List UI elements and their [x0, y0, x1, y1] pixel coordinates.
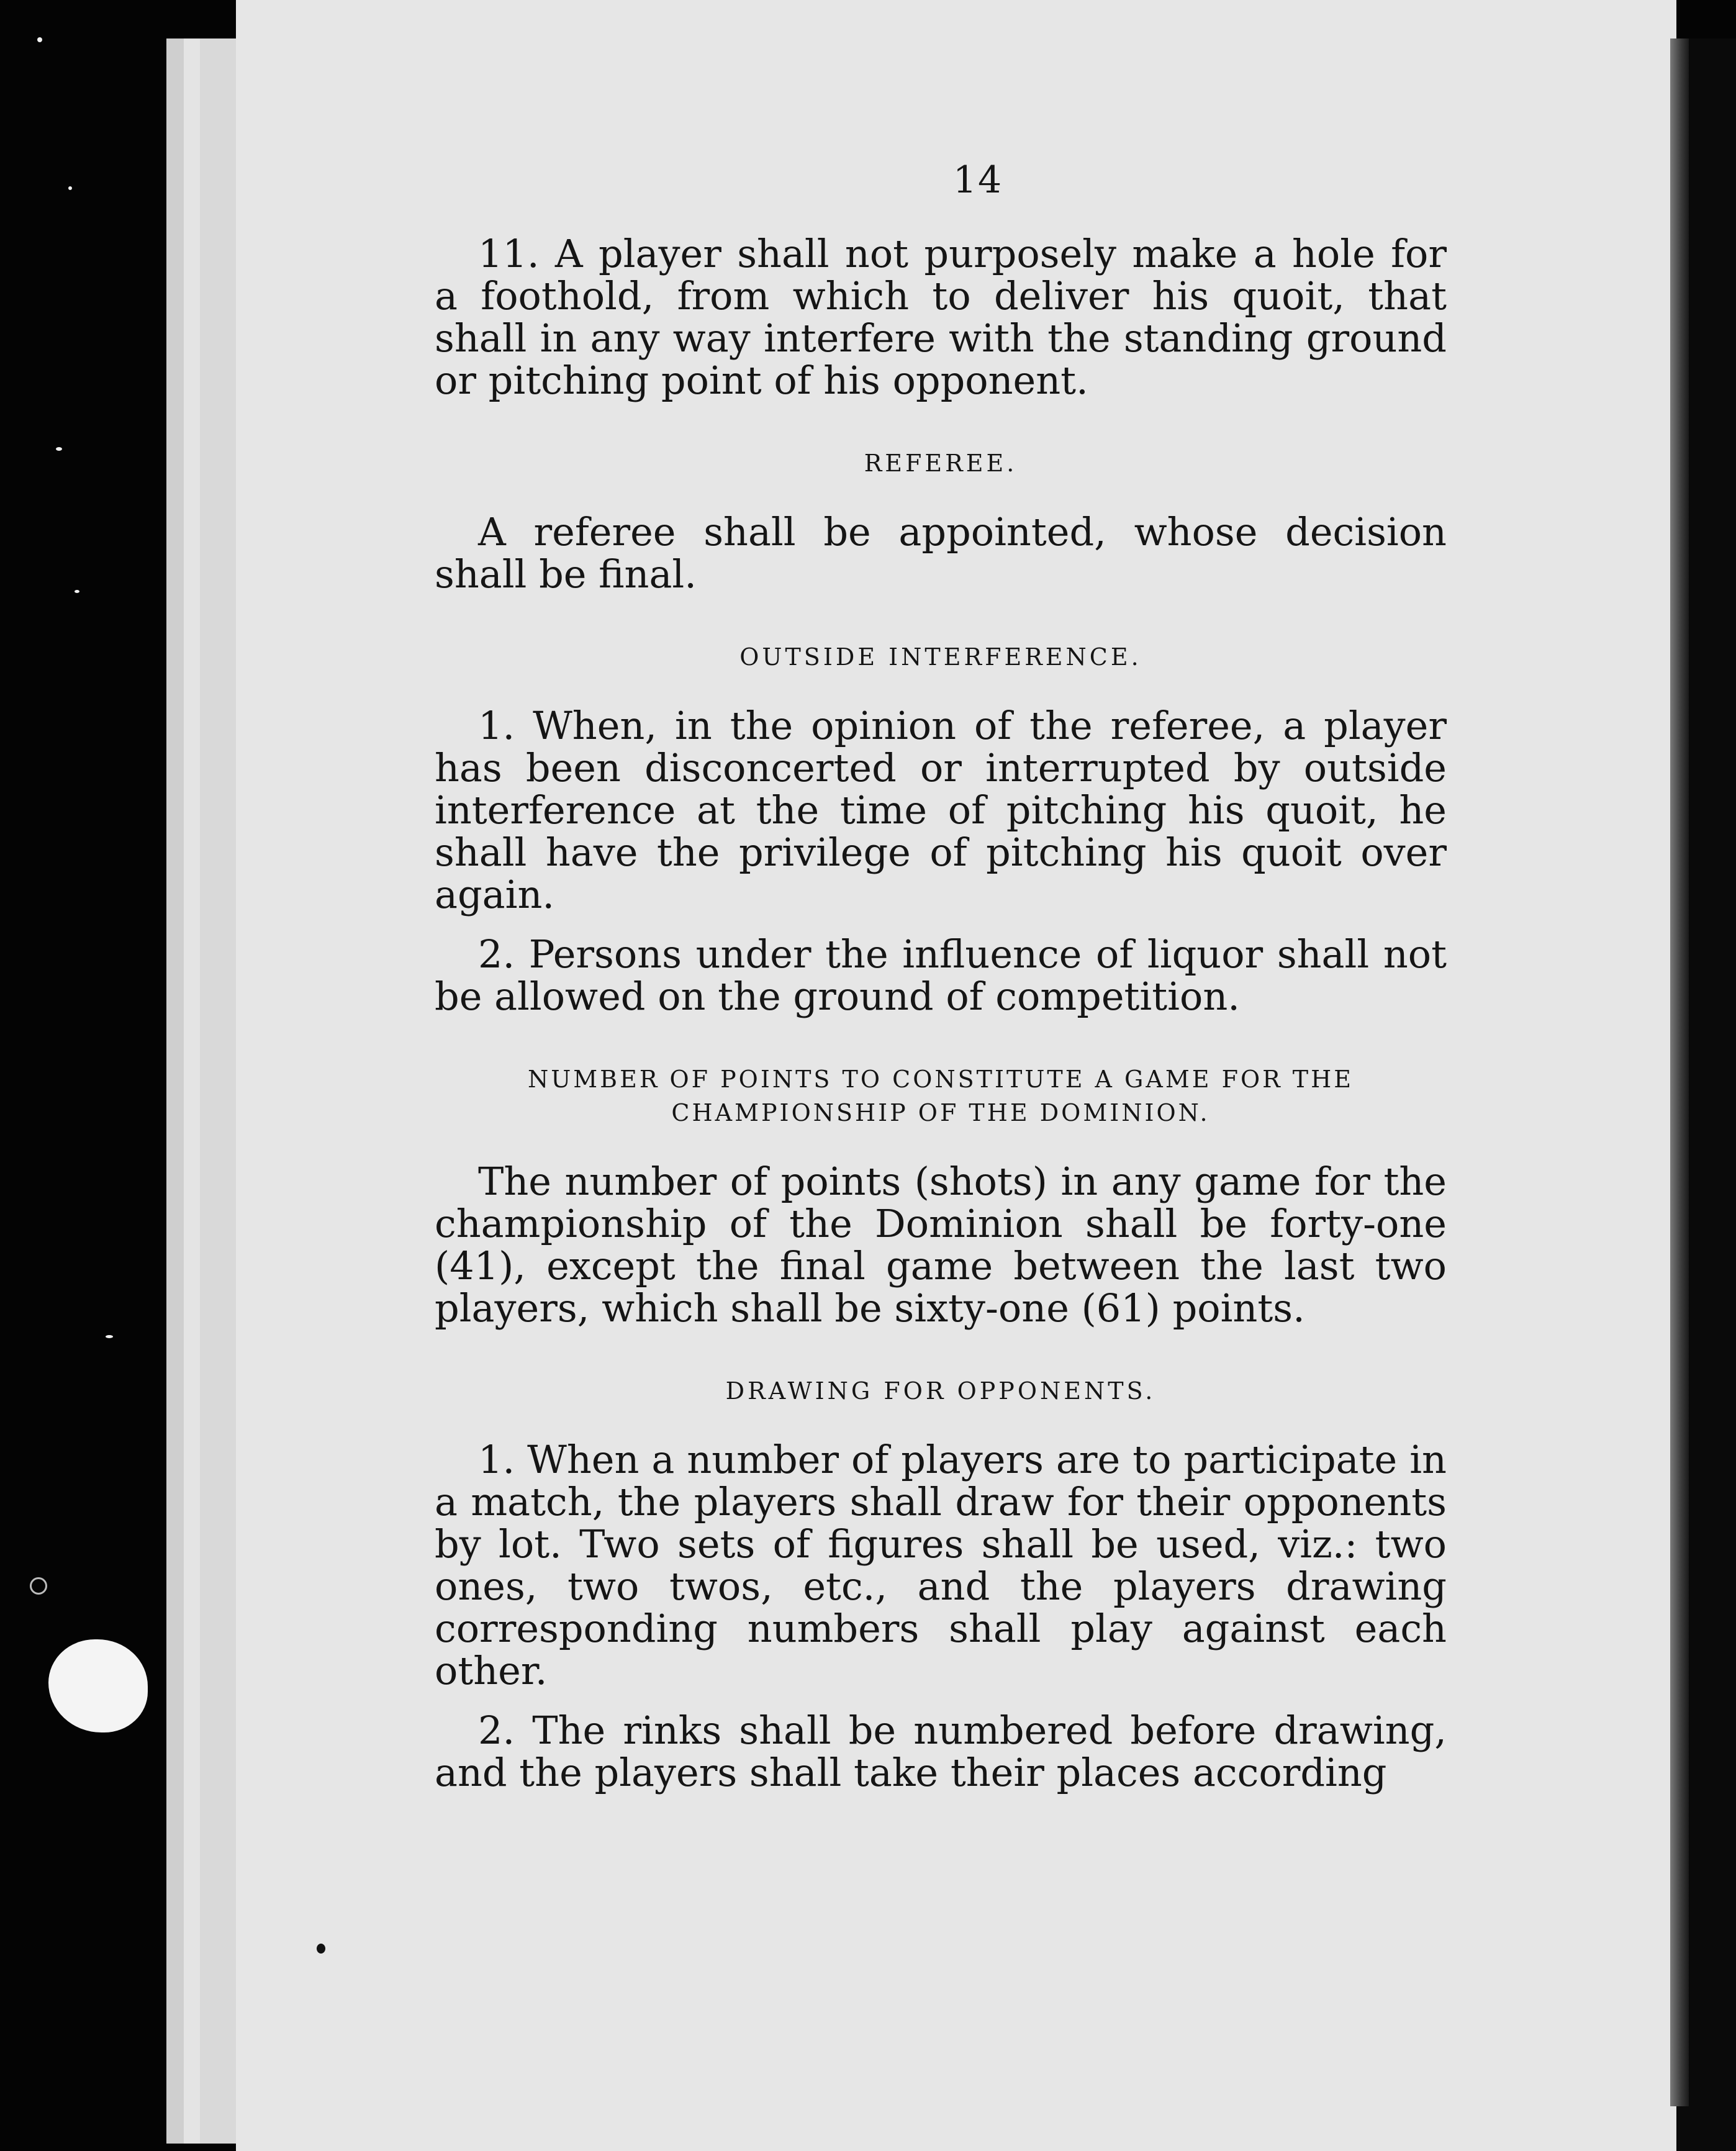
drawing-paragraph-1: 1. When a number of players are to participate in a match, the players shall draw for their opponents by lot. Two sets of figures shall be used, viz.: two ones, two twos, etc., and the players drawing corresponding numbers shall play against each other.	[435, 1437, 1447, 1693]
heading-number-of-points: NUMBER OF POINTS TO CONSTITUTE A GAME FOR THE CHAMPIONSHIP OF THE DOMINION.	[527, 1066, 1354, 1126]
scan-speck	[37, 37, 42, 42]
heading-referee: REFEREE.	[864, 450, 1018, 477]
page-content	[435, 158, 1447, 1811]
scan-artifact-dot	[317, 1944, 325, 1954]
scan-artifact-ring	[30, 1577, 47, 1595]
page-number: 14	[952, 158, 1003, 202]
points-paragraph: The number of points (shots) in any game for the championship of the Dominion shall be forty-one (41), except the final game between the last two players, which shall be sixty-one (61) points.	[435, 1159, 1447, 1331]
page-edge	[200, 38, 237, 2144]
scan-speck	[68, 186, 72, 190]
scan-speck	[75, 590, 79, 593]
rule-11-paragraph: 11. A player shall not purposely make a hole for a foothold, from which to deliver his quoit, that shall in any way interfere with the standing ground or pitching point of his opponent.	[435, 231, 1447, 403]
right-page-edge	[1670, 38, 1689, 2106]
scan-speck	[56, 447, 62, 451]
heading-drawing-for-opponents: DRAWING FOR OPPONENTS.	[725, 1377, 1156, 1405]
interference-paragraph-1: 1. When, in the opinion of the referee, a player has been disconcerted or interrupted by outside interference at the time of pitching his quoit, he shall have the privilege of pitching his quoit over again.	[435, 703, 1447, 917]
scan-speck	[106, 1335, 113, 1338]
referee-paragraph: A referee shall be appointed, whose decision shall be final.	[435, 509, 1447, 597]
drawing-paragraph-2: 2. The rinks shall be numbered before drawing, and the players shall take their places according	[435, 1708, 1447, 1795]
book-page	[236, 0, 1676, 2151]
scan-artifact-blob	[48, 1639, 148, 1732]
heading-outside-interference: OUTSIDE INTERFERENCE.	[739, 643, 1142, 671]
interference-paragraph-2: 2. Persons under the influence of liquor shall not be allowed on the ground of competition.	[435, 931, 1447, 1019]
